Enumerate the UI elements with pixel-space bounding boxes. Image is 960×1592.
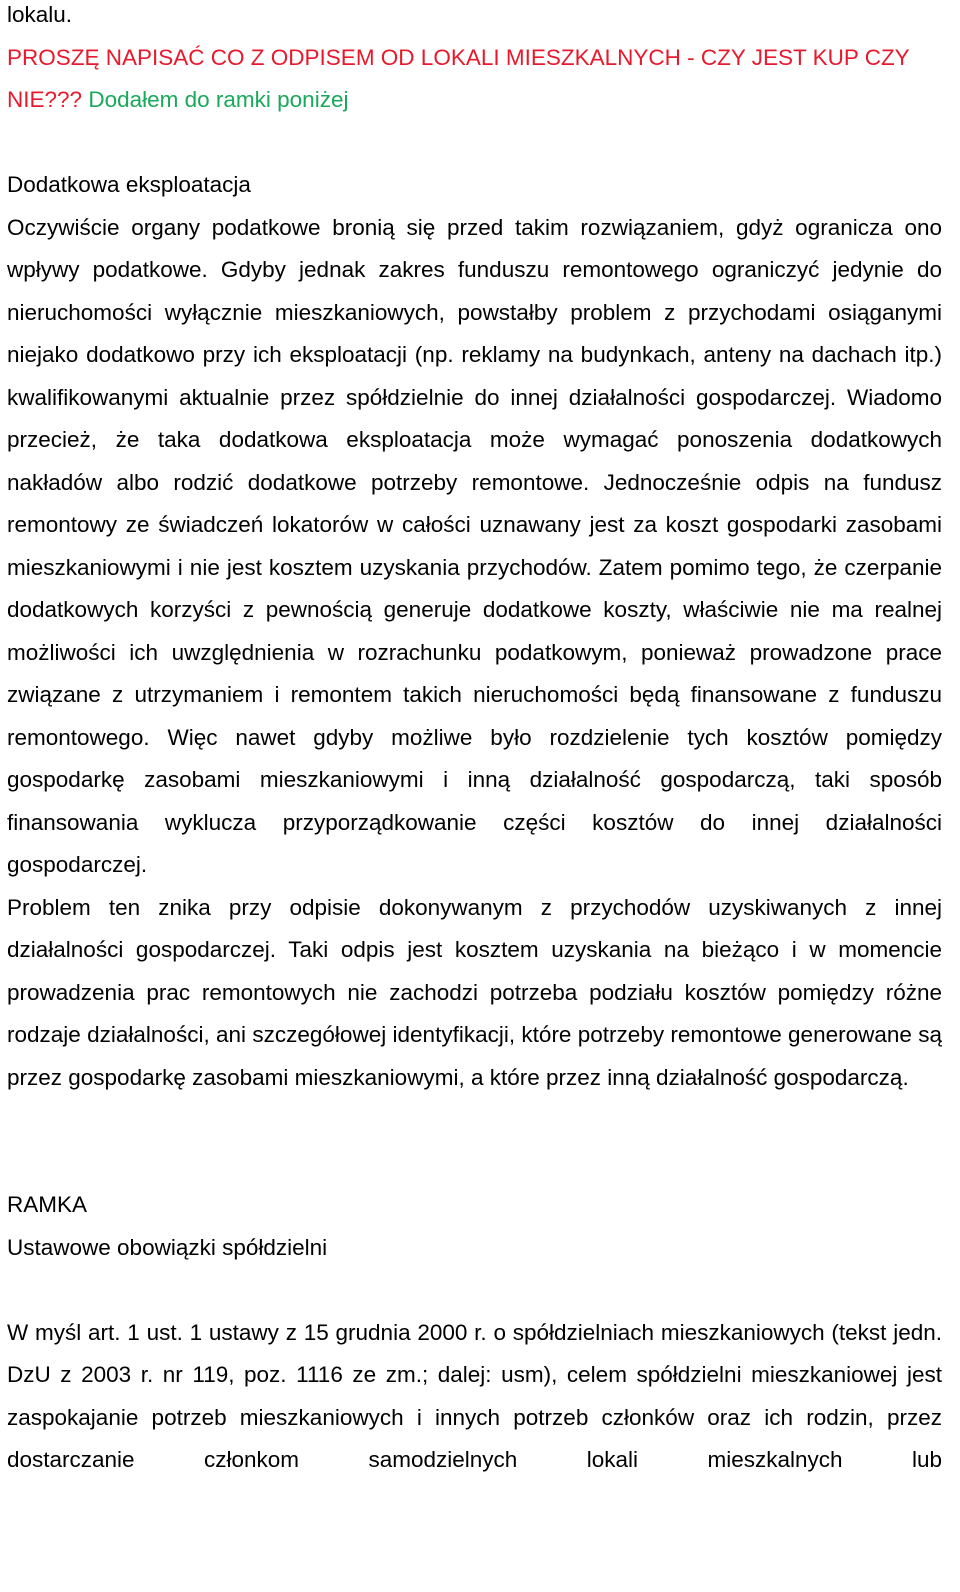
question-green-text: Dodałem do ramki poniżej (88, 87, 349, 112)
spacer (7, 1269, 942, 1312)
box-title: Ustawowe obowiązki spółdzielni (7, 1234, 328, 1260)
paragraph-3: W myśl art. 1 ust. 1 ustawy z 15 grudnia 2000 r. o spółdzielniach mieszkaniowych (tekst jedn. DzU z 2003 r. nr 119, poz. 1116 ze zm.; dalej: usm), celem spółdzielni mieszkaniowej jest zaspokajanie potrzeb mieszkaniowych i innych potrzeb członków oraz ich rodzin, przez dostarczanie członkom samodzielnych lokali mieszkalnych lub (7, 1319, 942, 1472)
spacer (7, 1099, 942, 1184)
text-line-top: lokalu. (7, 2, 73, 27)
question-red-text: PROSZĘ NAPISAĆ CO Z ODPISEM OD LOKALI MIESZKALNYCH - CZY JEST KUP CZY NIE??? (7, 44, 910, 112)
document-page (7, 0, 942, 1482)
spacer (7, 122, 942, 165)
paragraph-1: Oczywiście organy podatkowe bronią się przed takim rozwiązaniem, gdyż ogranicza ono wpływy podatkowe. Gdyby jednak zakres funduszu remontowego ograniczyć jedynie do nieruchomości wyłącznie mieszkaniowych, powstałby problem z przychodami osiąganymi niejako dodatkowo przy ich eksploatacji (np. reklamy na budynkach, anteny na dachach itp.) kwalifikowanymi aktualnie przez spółdzielnie do innej działalności gospodarczej. Wiadomo przecież, że taka dodatkowa eksploatacja może wymagać ponoszenia dodatkowych nakładów albo rodzić dodatkowe potrzeby remontowe. Jednocześnie odpis na fundusz remontowy ze świadczeń lokatorów w całości uznawany jest za koszt gospodarki zasobami mieszkaniowymi i nie jest kosztem uzyskania przychodów. Zatem pomimo tego, że czerpanie dodatkowych korzyści z pewnością generuje dodatkowe koszty, właściwie nie ma realnej możliwości ich uwzględnienia w rozrachunku podatkowym, ponieważ prowadzone prace związane z utrzymaniem i remontem takich nieruchomości będą finansowane z funduszu remontowego. Więc nawet gdyby możliwe było rozdzielenie tych kosztów pomiędzy gospodarkę zasobami mieszkaniowymi i inną działalność gospodarczą, taki sposób finansowania wyklucza przyporządkowanie części kosztów do innej działalności gospodarczej. (7, 214, 942, 877)
section-title: Dodatkowa eksploatacja (7, 172, 251, 197)
box-label: RAMKA (7, 1192, 88, 1217)
question-note (7, 37, 942, 122)
paragraph-2: Problem ten znika przy odpisie dokonywanym z przychodów uzyskiwanych z innej działalności gospodarczej. Taki odpis jest kosztem uzyskania na bieżąco i w momencie prowadzenia prac remontowych nie zachodzi potrzeba podziału kosztów pomiędzy różne rodzaje działalności, ani szczegółowej identyfikacji, które potrzeby remontowe generowane są przez gospodarkę zasobami mieszkaniowymi, a które przez inną działalność gospodarczą. (7, 894, 942, 1090)
